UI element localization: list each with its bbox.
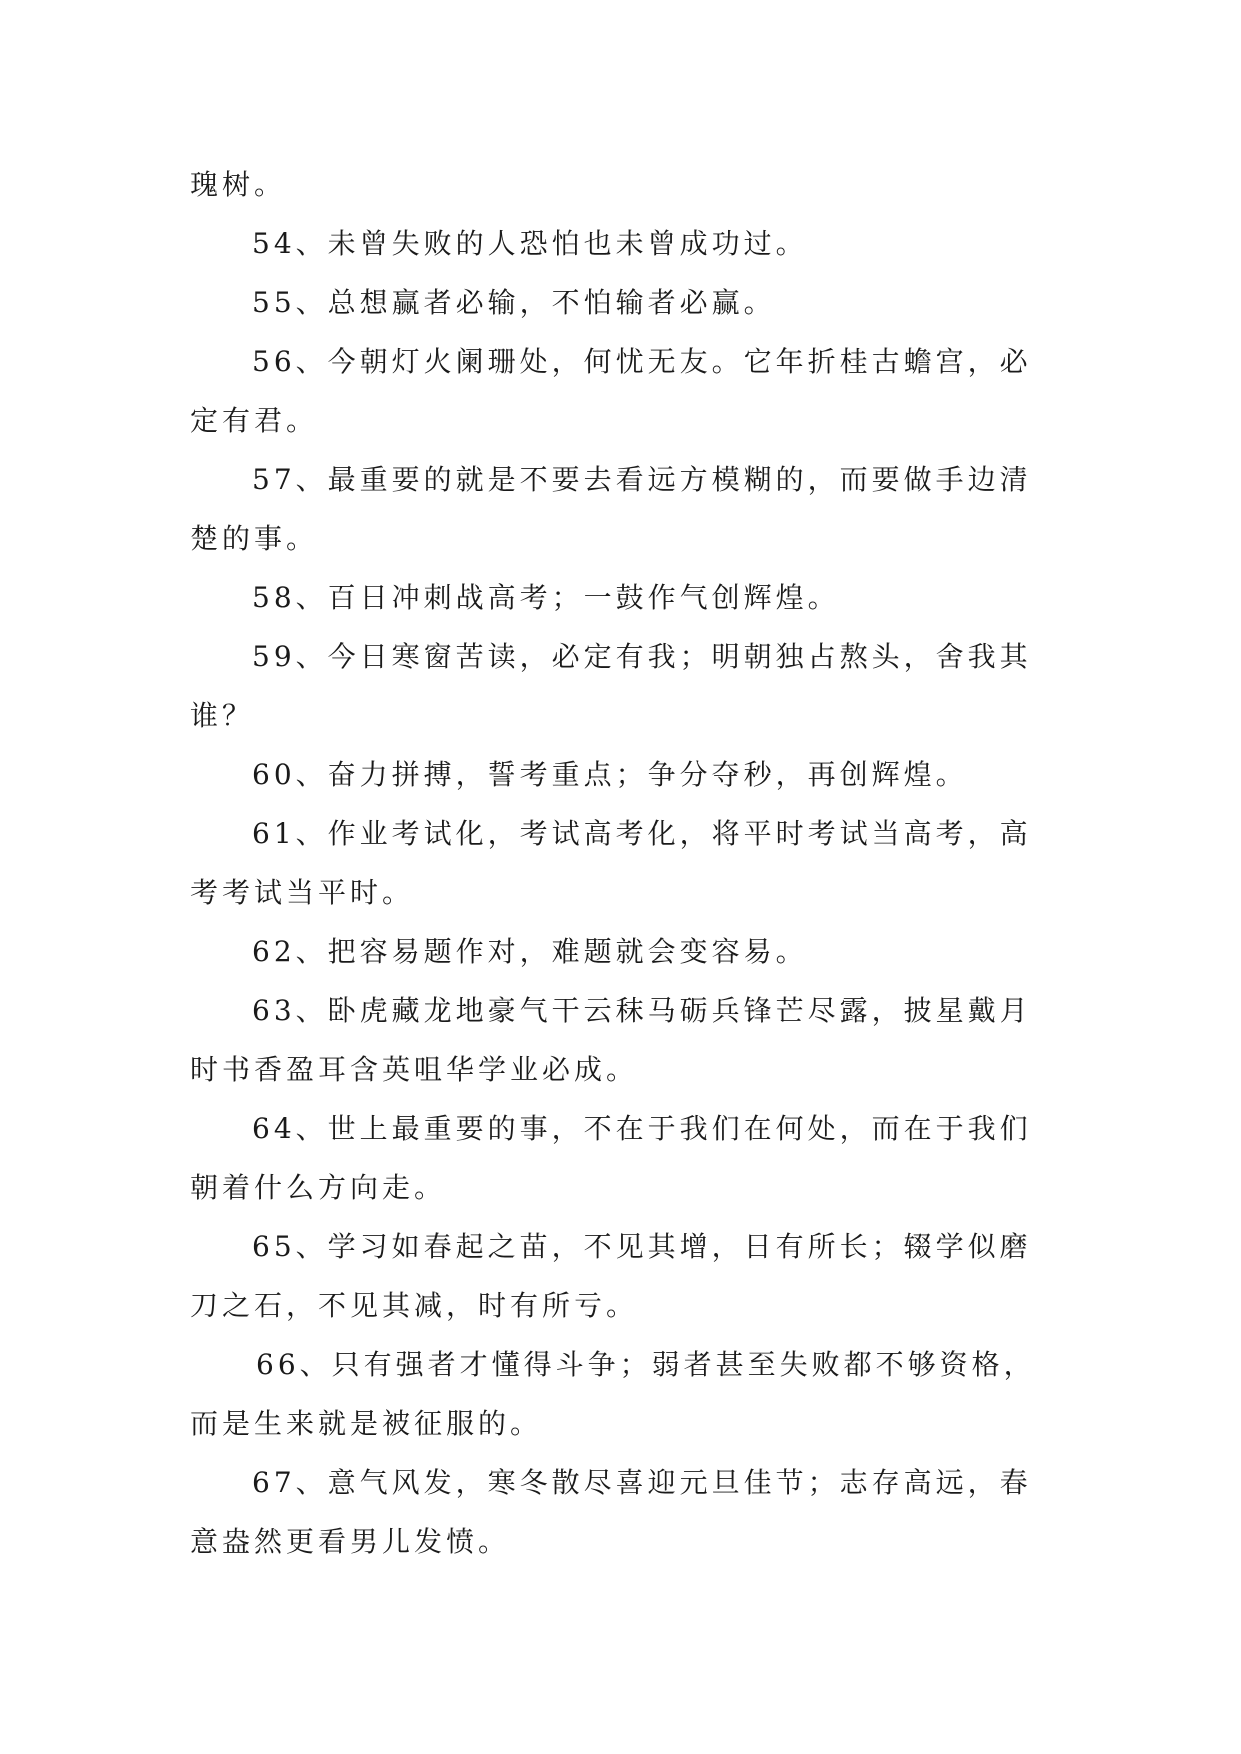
- text-line: 朝着什么方向走。: [190, 1171, 447, 1204]
- text-line: 63、卧虎藏龙地豪气干云秣马砺兵锋芒尽露，披星戴月: [252, 994, 1032, 1027]
- text-line: 54、未曾失败的人恐怕也未曾成功过。: [252, 227, 808, 260]
- text-line: 考考试当平时。: [190, 876, 415, 909]
- text-line: 59、今日寒窗苦读，必定有我；明朝独占熬头，舍我其: [252, 640, 1032, 673]
- text-line: 谁？: [190, 699, 255, 732]
- text-line: 60、奋力拼搏，誓考重点；争分夺秒，再创辉煌。: [252, 758, 968, 791]
- text-line: 61、作业考试化，考试高考化，将平时考试当高考，高: [252, 817, 1032, 850]
- text-line: 64、世上最重要的事，不在于我们在何处，而在于我们: [252, 1112, 1032, 1145]
- text-line: 时书香盈耳含英咀华学业必成。: [190, 1053, 639, 1086]
- text-line: 定有君。: [190, 404, 319, 437]
- text-line: 楚的事。: [190, 522, 319, 555]
- text-line: 65、学习如春起之苗，不见其增，日有所长；辍学似磨: [252, 1230, 1032, 1263]
- text-line: 66、只有强者才懂得斗争；弱者甚至失败都不够资格，: [256, 1348, 1036, 1381]
- text-line: 56、今朝灯火阑珊处，何忧无友。它年折桂古蟾宫，必: [252, 345, 1032, 378]
- document-body: [190, 155, 1054, 1571]
- text-line: 瑰树。: [190, 168, 287, 201]
- text-line: 67、意气风发，寒冬散尽喜迎元旦佳节；志存高远，春: [252, 1466, 1032, 1499]
- text-line: 62、把容易题作对，难题就会变容易。: [252, 935, 808, 968]
- text-line: 55、总想赢者必输，不怕输者必赢。: [252, 286, 776, 319]
- text-line: 而是生来就是被征服的。: [190, 1407, 543, 1440]
- text-line: 刀之石，不见其减，时有所亏。: [190, 1289, 639, 1322]
- text-line: 57、最重要的就是不要去看远方模糊的，而要做手边清: [252, 463, 1032, 496]
- text-line: 意盎然更看男儿发愤。: [190, 1525, 511, 1558]
- text-line: 58、百日冲刺战高考；一鼓作气创辉煌。: [252, 581, 840, 614]
